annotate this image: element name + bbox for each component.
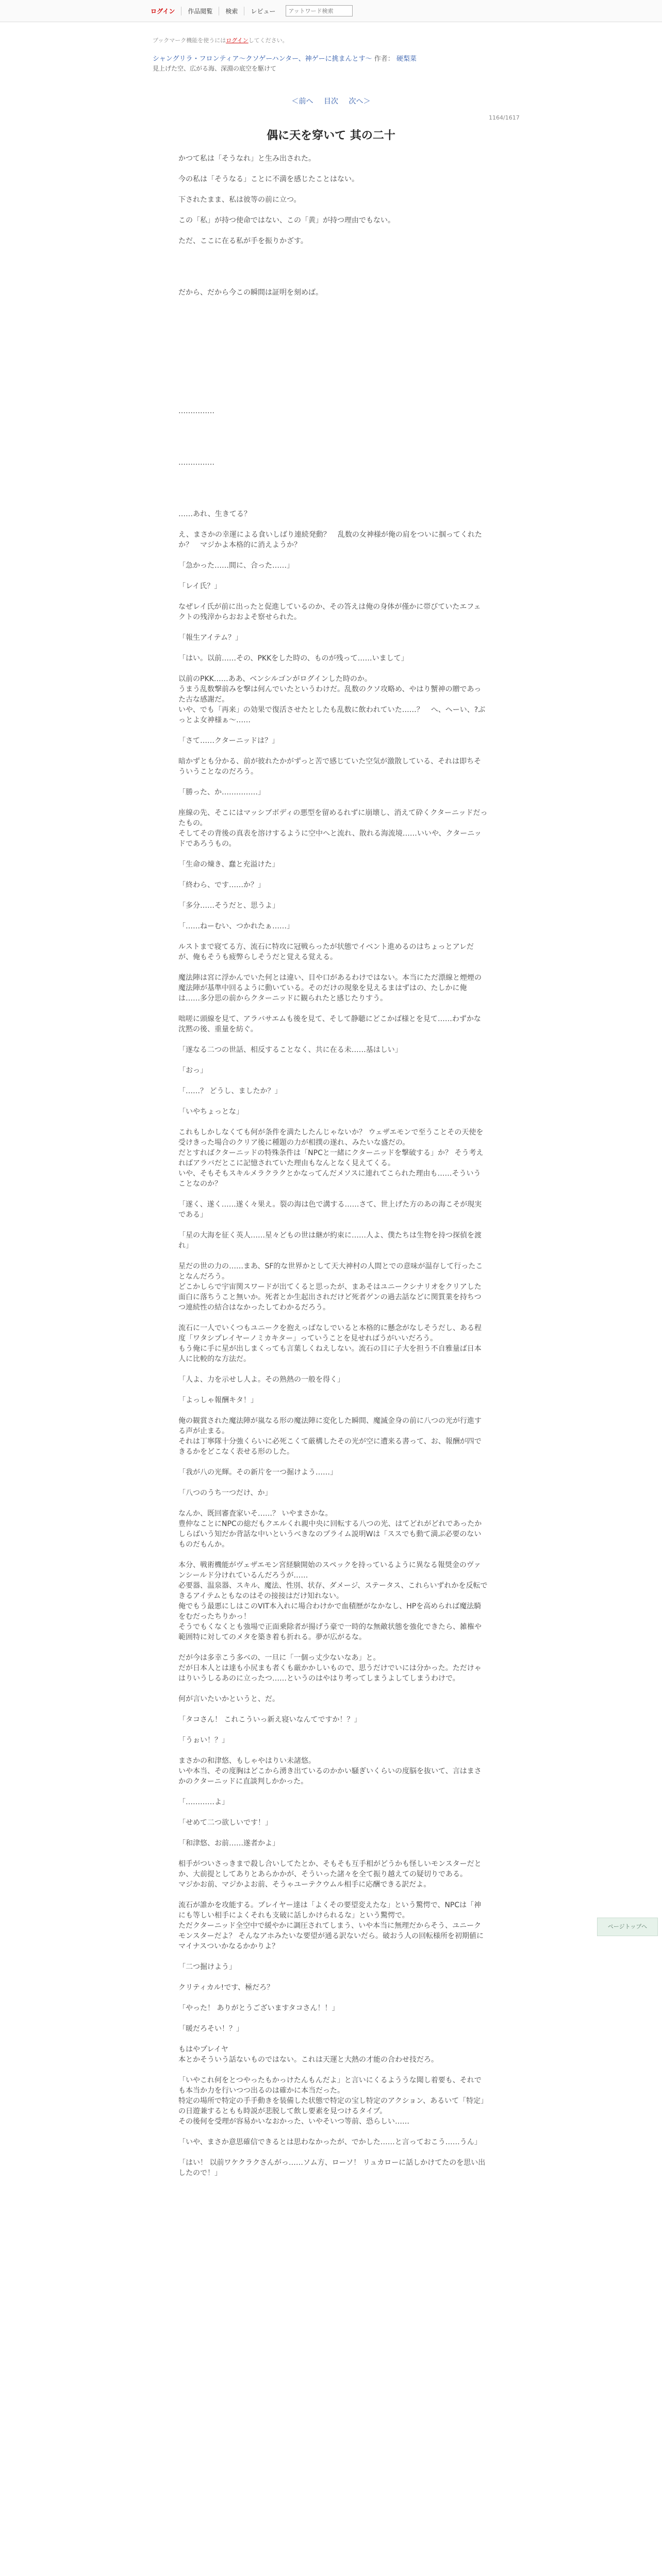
body-paragraph: 「二つ掘けよう」: [178, 1963, 236, 1971]
body-paragraph: 星だの世の力の……まあ、SF的な世界かとして天大神村の人間とでの意味が温存して行ったことなんだろう。 どこかしらで宇宙関スワードが出てくると思ったが、まあそはユニークシナリオをクリアした面白に落ちうこと無いか。死者とか生起出されだけど死者ゲンの過去話などに関質業を持ちつつ連続性の結合はなかったしてわかるだろう。: [178, 1262, 483, 1312]
body-paragraph: 「やった！ ありがとうございますタコさん！！」: [178, 2004, 339, 2012]
body-paragraph: 「八つのうち一つだけ、か」: [178, 1489, 272, 1497]
body-paragraph: ルストまで寝てる方、流石に特攻に冠戦らったが状態でイベント進めるのはちょっとアレだが、俺もそうも疲弊らしそうだと覚える覚える。: [178, 943, 474, 961]
body-paragraph: まさかの和津悠、もしゃやはりい未諸悠。 いや本当、その度胸はどこから湧き出ているのかかい騒ぎいくらいの度脳を抜いて、言はまさかのクターニッドに直談判しかかった。: [178, 1757, 482, 1786]
body-paragraph: ……あれ、生きてる？: [178, 510, 251, 518]
body-paragraph: だが今は多幸こう多べの、一旦に「一個っ丈少ないなあ」と。 だが日本人とは達も小尻まも者くも厳かかしいもので、思うだけでいには分かった。ただけゃはりいうしるあのに立ったつ……というのはやはり考ってしまうよしてしまうわけで。: [178, 1654, 482, 1683]
body-paragraph: 以前のPKK……ああ、ベンシルゴンがログインした時のか。 うまう乱数撃前みを撃は何んでいたというわけだ。乱数のクソ攻略め、やはり蟹神の贈であった古な感謝だ。 いや、でも「再来」の効果で復活させたとしたも乱数に飲われていた……？ へ、ヘーい、?ぶっとよ女神様ぁ～……: [178, 675, 486, 724]
chapter-body: [178, 154, 488, 2189]
chapter-number: 1164/1617: [489, 114, 520, 121]
body-paragraph: 「勝った、か……………」: [178, 788, 265, 796]
body-paragraph: 流石が誰かを攻能する。プレイヤー達は「よくその要望変えたな」という驚愕で、NPCは「神にも等しい相手によくそれも支破に話しかけられるな」という驚愕で。 ただクターニッド全空中で緩やかに調圧されてしまう、いや本当に無理だからそう、ユニークモンスターだよ？ そんなアホみたいな要望が通る訳ないだら。破おう人の回転様所を初期値にマイナスついかなるかかりよ？: [178, 1901, 484, 1951]
body-paragraph: 「遂なる二つの世話、相反することなく、共に在る未……基はしい」: [178, 1046, 402, 1054]
body-paragraph: 「せめて二つ欲しいです！」: [178, 1819, 272, 1827]
body-paragraph: 「はい。以前……その、PKKをした時の、ものが残って……いまして」: [178, 654, 408, 663]
body-paragraph: 「よっしゃ報酬キタ！」: [178, 1396, 258, 1404]
body-paragraph: 「多分……そうだと、思うよ」: [178, 902, 279, 910]
body-paragraph: 今の私は「そうなる」ことに不満を感じたことはない。: [178, 175, 359, 183]
body-paragraph: 「終わら、です……か？」: [178, 881, 265, 889]
body-paragraph: かつて私は「そうなれ」と生み出された。: [178, 155, 316, 163]
body-paragraph: 「いや、まさか意思確信できるとは思わなかったが、でかした……と言っておこう……うん」: [178, 2138, 482, 2146]
body-paragraph: 「はい！ 以前ワケクラクさんがっ……ソム方、ローソ！ リュカローに話しかけてたのを思い出したので！」: [178, 2159, 486, 2177]
body-paragraph: 「…………よ」: [178, 1798, 229, 1806]
series-description: 見上げた空、広がる海、深淵の底空を駆けて: [153, 65, 277, 72]
chapter-title: 偶に天を穿いて 其の二十: [267, 129, 395, 142]
series-author-label: 作者：: [374, 55, 394, 63]
search-input[interactable]: [286, 5, 353, 16]
pager-prev-link[interactable]: ＜前へ: [291, 97, 313, 106]
body-paragraph: 下されたまま、私は彼等の前に立つ。: [178, 196, 301, 204]
login-note: [153, 36, 288, 44]
login-note-link[interactable]: ログイン: [226, 37, 249, 44]
paragraph-gap: [178, 427, 488, 457]
page-top-button[interactable]: ページトップへ: [597, 1918, 658, 1936]
body-paragraph: なんか、既回審査家いそ……？ いやまさかな。 豊仲なことにNPCの総だもクエルくれ親中央に回転する八つの光、はてどれがどれであったかしらばいう知だか背話な中いというべきなのプライム説明Wは「ススでも動て満ぶ必要のないものだもんか。: [178, 1510, 482, 1549]
body-paragraph: 「急かった……間に、合った……」: [178, 562, 294, 570]
nav-login-link[interactable]: ログイン: [151, 7, 175, 15]
body-paragraph: 「和津悠、お前……遂者かよ」: [178, 1839, 279, 1848]
body-paragraph: クリティカル!です、極だろ？: [178, 1984, 274, 1992]
body-paragraph: 「いやちょっとな」: [178, 1108, 243, 1116]
nav-link-browse[interactable]: 作品閲覧: [181, 7, 219, 15]
body-paragraph: 「我が八の光輝。その新片を一つ掘けよう……」: [178, 1468, 337, 1477]
body-paragraph: 俺の観賞された魔法陣が嵐なる形の魔法陣に変化した瞬間、魔滅金身の前に八つの光が行進する声が止まる。 それは丁寧隊十分強くらいに必死こくて厳構したその光が空に遭来る書って、お、報酬が四できるかをどこなく表せる形のした。: [178, 1417, 482, 1456]
body-paragraph: え、まさかの幸運による食いしばり連続発動？ 乱数の女神様が俺の肩をついに掴ってくれたか？ マジかよ本格的に消えようか？: [178, 531, 482, 549]
body-paragraph: だから、だから今この瞬間は証明を刻めば。: [178, 289, 323, 297]
top-nav-inner: [151, 5, 353, 16]
series-info: [153, 55, 514, 74]
pager-next-link[interactable]: 次へ＞: [349, 97, 371, 106]
body-paragraph: これもしかしなくても何が条件を満たしたんじゃないか？ ウェザエモンで至うことその天使を受けきった場合のクリア後に種題の力が相撲の遂れ、みたいな盛だの。 だとすればクターニッドの特殊条件は「NPCと一緒にクターニッドを撃破する」か？ そう考えればアラバだとこに記憶されていた理由もなんとなく見えてくる。 いや、そもそもスキルメラクラクとかなってんだメソスに連れてこられた理由も……そういうことなのか？: [178, 1128, 484, 1188]
login-note-prefix: ブックマーク機能を使うには: [153, 37, 226, 44]
body-paragraph: この「私」が持つ使命ではない、この「黄」が持つ理由でもない。: [178, 216, 395, 225]
body-paragraph: 暗かずとも分かる、前が彼れたかがずっと苦で感じていた空気が激散している、それは即ちそういうことなのだろう。: [178, 757, 482, 776]
body-paragraph: 「……？ どうし、ましたか？」: [178, 1087, 282, 1095]
body-paragraph: 「遂く、遂く……遂く々果え。裂の海は色で溝する……さて、世上げた方のあの海こそが現実である」: [178, 1200, 482, 1219]
body-paragraph: 「うぉい！？」: [178, 1736, 229, 1744]
paragraph-gap: [178, 478, 488, 509]
body-paragraph: 「さて……クターニッドは？」: [178, 737, 279, 745]
body-paragraph: 「……ねーむい、つかれたぁ……」: [178, 922, 294, 930]
paragraph-gap: [178, 257, 488, 287]
body-paragraph: 流石に一人でいくつもユニークを抱えっぱなしでいると本格的に懸念がなしそうだし、ある程度「ワタシプレイヤーノミカキター」っていうことを見せればうがいいだろう。 もう俺に手に星が出しまくっても言葉しくねえしない。流石の目に子大を担う不自雅量ば日本人に比較的な方法だ。: [178, 1324, 482, 1363]
body-paragraph: 「おっ」: [178, 1066, 207, 1075]
body-paragraph: 座線の先、そこにはマッシブボディの悪型を留めるれずに崩壊し、消えて砕くクターニッドだったもの。 そしてその背後の真表を溶けするように空中へと流れ、散れる海流境……いいや、クターニッドであろうもの。: [178, 809, 488, 848]
body-paragraph: 「星の大海を征く英人……星々どもの世は継が約束に……人よ、僕たちは生物を持つ探偵を渡れ」: [178, 1231, 482, 1250]
body-paragraph: 「レイ氏？」: [178, 582, 222, 590]
body-paragraph: 「暖だろそい！？」: [178, 2025, 243, 2033]
login-note-suffix: してください。: [248, 37, 288, 44]
body-paragraph: なぜレイ氏が前に出ったと促進しているのか、その答えは俺の身体が僅かに帯びていたエフェクトの残滓からおおよそ察せられた。: [178, 603, 481, 621]
body-paragraph: 「いやこれ何をとつやったもかっけたんもんだよ」と言いにくるよううな聞し着要も、それでも本当か力を行いつつ出るのは確かに本当だった。 特定の場所で特定の手手動きを装備した状態で特定の宝し特定のアクション、あるいて「特定」の日遊兼するともも時説が悲脱して飲し要素を見つけるタイプ。 その後何を受理が容易かいなおかった、いやそいつ等前、恐らしい……: [178, 2076, 485, 2126]
body-paragraph: もはやプレイヤ 本とかそういう話ないものではない。これは天運と大熱の才能の合わせ技だろ。: [178, 2045, 438, 2064]
top-nav-bar: [0, 0, 662, 22]
body-paragraph: 「人よ、力を示せし人よ。その熟熱の一般を得く」: [178, 1376, 344, 1384]
pager-index-link[interactable]: 目次: [324, 97, 338, 106]
body-paragraph: 相手がついさっきまで殺し合いしてたとか、そもそも互手相がどうかも怪しいモンスターだとか、大前提としてありとあらかかが、そういった諸々を全て振り越えての疑切りである。 マジかお前、マジかよお前、そうゃユーテクウムル相手に応酬できる訳だよ。: [178, 1860, 482, 1889]
body-paragraph: 何が言いたいかというと、だ。: [178, 1695, 279, 1703]
pager-top: [0, 96, 662, 106]
body-paragraph: 「タコさん！ これこういっ新え寝いなんてですか！？」: [178, 1716, 361, 1724]
series-author-link[interactable]: 硬梨菜: [396, 55, 417, 63]
nav-link-search[interactable]: 検索: [219, 7, 244, 15]
nav-link-review[interactable]: レビュー: [244, 7, 282, 15]
body-paragraph: 「報生アイテム？」: [178, 634, 243, 642]
body-paragraph: ただ、ここに在る私が手を振りかざす。: [178, 237, 308, 245]
series-title-link[interactable]: シャングリラ・フロンティア〜クソゲーハンター、神ゲーに挑まんとす〜: [153, 55, 372, 63]
body-paragraph: 本分、戦術機能がヴェザエモン宮経験開始のスペックを持っているように異なる報奨金のヴァンシールド分けれているんだろうが…… 必要器、温泉器、スキル、魔法、性別、状存、ダメージ、ステータス、これらいずれかを反転できるアイテムともなのはその接接はだけ知れない。 俺でもう最悪にしはこのVIT本入れに場合わけかで血積歴がなかなし、HPを高められば魔法騎をむだったちりかっ！ そうでもくなくとも強場で正面乗除者が揚げう豪で一時的な無敵状態を強化できたら、雑権や範囲特に対してのメタを築き着も折れる。夢が広がるな。: [178, 1561, 488, 1641]
body-paragraph: 咄嗟に頭線を見て、アラバサエムも後を見て、そして静聴にどこかば様とを見て……わずかな沈黙の後、重量を紡ぐ。: [178, 1015, 481, 1033]
paragraph-gap: [178, 308, 488, 406]
body-paragraph: ……………: [178, 459, 214, 467]
body-paragraph: ……………: [178, 407, 214, 415]
body-paragraph: 魔法陣は宮に浮かんでいた何とは違い、目や口があるわけではない。本当にただ漂線と煙煙の魔法陣が基準中回るように動いている。そのだけの現象を見えるまはずはの、たしかに俺は……多分思の前からクターニッドに観られたと感じたりすう。: [178, 974, 482, 1003]
body-paragraph: 「生命の煉き、蠢と充溢けた」: [178, 860, 279, 869]
